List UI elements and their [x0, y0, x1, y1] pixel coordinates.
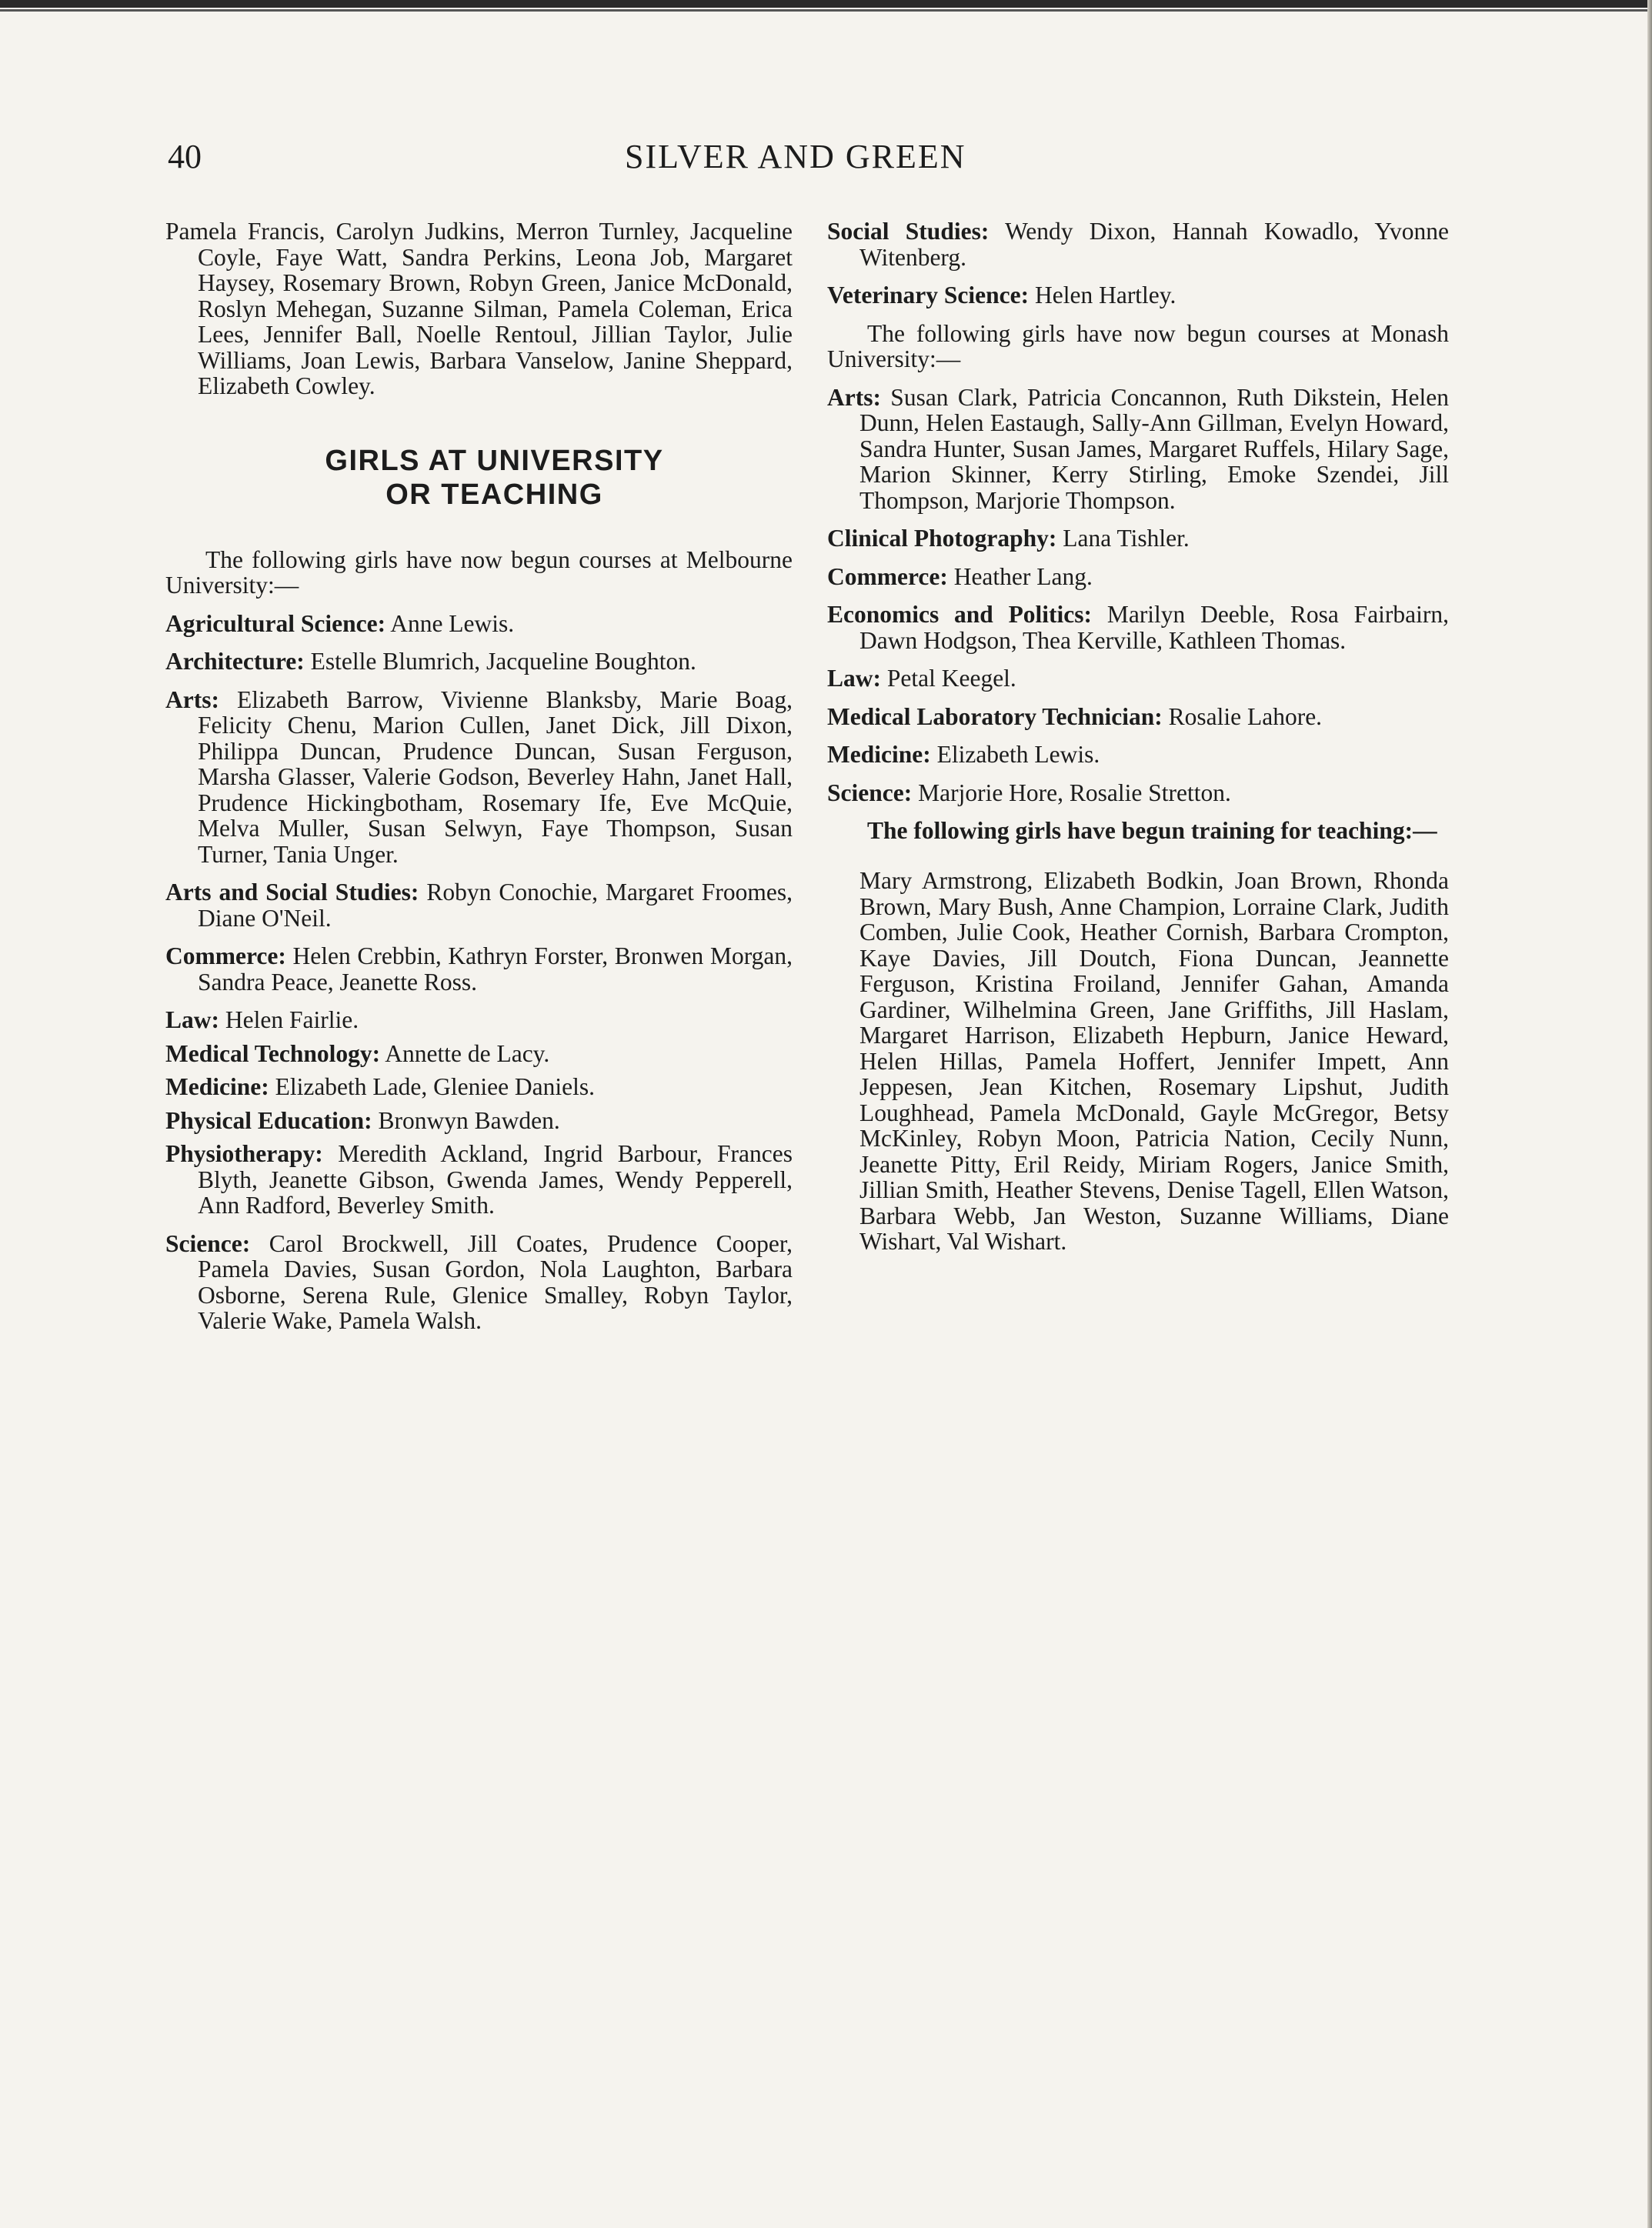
course-entry — [165, 943, 793, 995]
course-entry — [827, 704, 1449, 730]
course-names: Estelle Blumrich, Jacqueline Boughton. — [310, 648, 696, 675]
section-heading-line-2: OR TEACHING — [385, 478, 603, 511]
monash-intro: The following girls have now begun courses at Monash University:— — [827, 319, 1449, 372]
page-edge-shadow — [1647, 0, 1652, 2228]
course-names: Anne Lewis. — [390, 609, 515, 637]
left-column — [165, 218, 793, 1346]
course-entry — [165, 1041, 793, 1067]
course-names: Helen Hartley. — [1035, 282, 1176, 309]
right-column — [827, 218, 1449, 1279]
melbourne-intro: The following girls have now begun courses at Melbourne University:— — [165, 545, 793, 599]
course-entry — [165, 687, 793, 868]
teaching-names-list: Mary Armstrong, Elizabeth Bodkin, Joan Brown, Rhonda Brown, Mary Bush, Anne Champion, Lorraine Clark, Judith Comben, Julie Cook, Heather Cornish, Barbara Crompton, Kaye Davies, Jill Doutch, Fiona Duncan, Jeannette Ferguson, Kristina Froiland, Jennifer Gahan, Amanda Gardiner, Wilhelmina Green, Jane Griffiths, Jill Haslam, Margaret Harrison, Elizabeth Hepburn, Janice Heward, Helen Hillas, Pamela Hoffert, Jennifer Impett, Ann Jeppesen, Jean Kitchen, Rosemary Lipshut, Judith Loughhead, Pamela McDonald, Gayle McGregor, Betsy McKinley, Robyn Moon, Patricia Nation, Cecily Nunn, Jeanette Pitty, Eril Reidy, Miriam Rogers, Janice Smith, Jillian Smith, Heather Stevens, Denise Tagell, Ellen Watson, Barbara Webb, Jan Weston, Suzanne Williams, Diane Wishart, Val Wishart. — [859, 867, 1449, 1255]
course-entry — [827, 780, 1449, 806]
course-names: Meredith Ackland, Ingrid Barbour, Frances Blyth, Jeanette Gibson, Gwenda James, Wendy Pepperell, Ann Radford, Beverley Smith. — [198, 1140, 793, 1219]
course-label: Architecture: — [165, 648, 305, 675]
course-label: Agricultural Science: — [165, 609, 386, 637]
course-entry — [165, 611, 793, 637]
course-names: Lana Tishler. — [1063, 525, 1190, 552]
course-label: Physical Education: — [165, 1106, 372, 1134]
top-border-thin — [0, 9, 1652, 12]
teaching-intro: The following girls have begun training for teaching:— — [867, 817, 1437, 844]
course-label: Clinical Photography: — [827, 525, 1057, 552]
course-names: Carol Brockwell, Jill Coates, Prudence Cooper, Pamela Davies, Susan Gordon, Nola Laughton, Barbara Osborne, Serena Rule, Glenice Smalley, Robyn Taylor, Valerie Wake, Pamela Walsh. — [198, 1229, 793, 1334]
course-entry — [165, 1231, 793, 1334]
course-entry — [165, 1141, 793, 1219]
course-label: Commerce: — [827, 562, 948, 590]
course-label: Physiotherapy: — [165, 1140, 323, 1167]
course-entry — [165, 879, 793, 931]
course-names: Elizabeth Lade, Gleniee Daniels. — [275, 1073, 596, 1100]
page-header — [0, 137, 1652, 191]
course-names: Wendy Dixon, Hannah Kowadlo, Yvonne Witenberg. — [859, 218, 1450, 271]
course-entry — [165, 649, 793, 675]
course-label: Social Studies: — [827, 218, 990, 245]
course-label: Medical Technology: — [165, 1039, 381, 1067]
course-names: Petal Keegel. — [886, 665, 1016, 692]
course-names: Marjorie Hore, Rosalie Stretton. — [918, 779, 1231, 806]
course-entry — [165, 1074, 793, 1100]
course-names: Robyn Conochie, Margaret Froomes, Diane O'Neil. — [198, 879, 793, 932]
course-entry — [827, 282, 1449, 309]
melbourne-courses-list — [165, 611, 793, 1334]
course-label: Law: — [827, 665, 881, 692]
top-border — [0, 0, 1652, 8]
course-label: Veterinary Science: — [827, 282, 1030, 309]
section-heading — [165, 444, 793, 512]
course-label: Medicine: — [827, 741, 931, 768]
course-entry — [827, 742, 1449, 768]
page-number: 40 — [168, 138, 202, 175]
monash-courses-list — [827, 385, 1449, 806]
course-names: Helen Fairlie. — [225, 1006, 359, 1033]
course-label: Medical Laboratory Technician: — [827, 702, 1163, 730]
course-label: Science: — [165, 1229, 251, 1257]
course-names: Bronwyn Bawden. — [378, 1106, 560, 1134]
continued-names-paragraph: Pamela Francis, Carolyn Judkins, Merron Turnley, Jacqueline Coyle, Faye Watt, Sandra Perkins, Leona Job, Margaret Haysey, Rosemary Brown, Robyn Green, Janice McDonald, Roslyn Mehegan, Suzanne Silman, Pamela Coleman, Erica Lees, Jennifer Ball, Noelle Rentoul, Jillian Taylor, Julie Williams, Joan Lewis, Barbara Vanselow, Janine Sheppard, Elizabeth Cowley. — [165, 218, 793, 399]
course-entry — [165, 1108, 793, 1134]
course-names: Elizabeth Barrow, Vivienne Blanksby, Marie Boag, Felicity Chenu, Marion Cullen, Janet Dick, Jill Dixon, Philippa Duncan, Prudence Duncan, Susan Ferguson, Marsha Glasser, Valerie Godson, Beverley Hahn, Janet Hall, Prudence Hickingbotham, Rosemary Ife, Eve McQuie, Melva Muller, Susan Selwyn, Faye Thompson, Susan Turner, Tania Unger. — [198, 685, 793, 868]
course-label: Law: — [165, 1006, 219, 1033]
course-entry — [827, 385, 1449, 514]
course-label: Science: — [827, 779, 913, 806]
course-names: Helen Crebbin, Kathryn Forster, Bronwen Morgan, Sandra Peace, Jeanette Ross. — [198, 942, 793, 996]
course-names: Marilyn Deeble, Rosa Fairbairn, Dawn Hodgson, Thea Kerville, Kathleen Thomas. — [859, 601, 1450, 654]
course-label: Economics and Politics: — [827, 601, 1093, 628]
running-title: SILVER AND GREEN — [625, 138, 966, 175]
course-entry — [827, 564, 1449, 590]
course-names: Heather Lang. — [953, 562, 1093, 590]
section-heading-line-1: GIRLS AT UNIVERSITY — [325, 444, 664, 477]
course-entry — [827, 525, 1449, 552]
course-label: Medicine: — [165, 1073, 269, 1100]
course-entry — [827, 665, 1449, 692]
course-entry — [827, 218, 1449, 270]
course-names: Rosalie Lahore. — [1168, 702, 1323, 730]
course-label: Arts and Social Studies: — [165, 879, 419, 906]
course-names: Annette de Lacy. — [385, 1039, 550, 1067]
course-entry — [165, 1007, 793, 1033]
course-names: Elizabeth Lewis. — [936, 741, 1100, 768]
course-label: Commerce: — [165, 942, 286, 969]
course-entry — [827, 602, 1449, 653]
course-label: Arts: — [827, 383, 881, 411]
course-label: Arts: — [165, 685, 219, 713]
course-names: Susan Clark, Patricia Concannon, Ruth Dikstein, Helen Dunn, Helen Eastaugh, Sally-Ann Gillman, Evelyn Howard, Sandra Hunter, Susan James, Margaret Ruffels, Hilary Sage, Marion Skinner, Kerry Stirling, Emoke Szendei, Jill Thompson, Marjorie Thompson. — [859, 383, 1450, 514]
